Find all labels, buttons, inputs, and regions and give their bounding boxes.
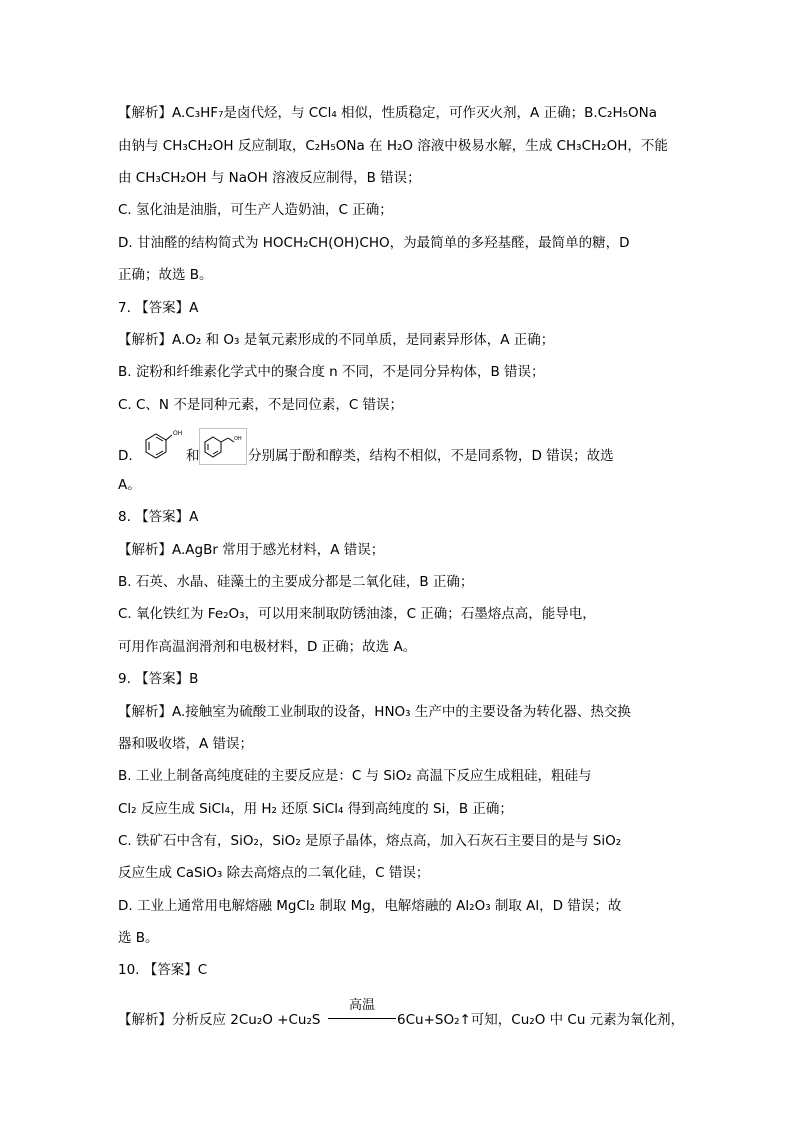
- text-fragment: 6Cu+SO₂↑可知，Cu₂O 中 Cu 元素为氧化剂，: [397, 1012, 685, 1028]
- text-line: B. 工业上制备高纯度硅的主要反应是：C 与 SiO₂ 高温下反应生成粗硅，粗硅与: [118, 768, 592, 784]
- item-label: D.: [118, 448, 133, 464]
- text-line: C. C、N 不是同种元素，不是同位素，C 错误；: [118, 397, 404, 413]
- text-line: Cl₂ 反应生成 SiCl₄，用 H₂ 还原 SiCl₄ 得到高纯度的 Si，B 正确；: [118, 801, 513, 817]
- text-line: A。: [118, 477, 141, 493]
- answer-heading-10: 10. 【答案】C: [118, 962, 208, 978]
- text-line: C. 氢化油是油脂，可生产人造奶油，C 正确；: [118, 202, 393, 218]
- text-line: 由 CH₃CH₂OH 与 NaOH 溶液反应制得，B 错误；: [118, 170, 421, 186]
- text-line: 【解析】A.AgBr 常用于感光材料，A 错误；: [118, 542, 385, 558]
- text-line: 选 B。: [118, 930, 159, 946]
- text-line: C. 铁矿石中含有，SiO₂，SiO₂ 是原子晶体，熔点高，加入石灰石主要目的是与 SiO₂: [118, 833, 622, 849]
- text-line: 【解析】A.接触室为硫酸工业制取的设备，HNO₃ 生产中的主要设备为转化器、热交换: [118, 704, 631, 720]
- phenol-structure: [138, 424, 182, 468]
- text-line: D. 工业上通常用电解熔融 MgCl₂ 制取 Mg，电解熔融的 Al₂O₃ 制取 Al，D 错误；故: [118, 898, 622, 914]
- text-fragment: 【解析】分析反应 2Cu₂O +Cu₂S: [118, 1012, 321, 1028]
- text-line: C. 氧化铁红为 Fe₂O₃，可以用来制取防锈油漆，C 正确；石墨熔点高，能导电，: [118, 606, 596, 622]
- reaction-condition: 高温: [348, 998, 375, 1013]
- answer-heading-8: 8. 【答案】A: [118, 509, 199, 525]
- benzyl-alcohol-structure: [199, 428, 247, 468]
- text-line: 正确；故选 B。: [118, 267, 213, 283]
- text-fragment: 分别属于酚和醇类，结构不相似，不是同系物，D 错误；故选: [248, 448, 614, 464]
- text-line: 反应生成 CaSiO₃ 除去高熔点的二氧化硅，C 错误；: [118, 865, 430, 881]
- answer-heading-7: 7. 【答案】A: [118, 300, 199, 316]
- alcohol-oh-label: OH: [234, 436, 242, 442]
- text-line: D. 甘油醛的结构简式为 HOCH₂CH(OH)CHO，为最简单的多羟基醛，最简单的糖，D: [118, 235, 630, 251]
- text-line: 由钠与 CH₃CH₂OH 反应制取，C₂H₅ONa 在 H₂O 溶液中极易水解，生成 CH₃CH₂OH，不能: [118, 138, 668, 154]
- conjunction: 和: [186, 448, 200, 464]
- reaction-arrow-bar: [328, 1018, 396, 1019]
- text-line: 【解析】A.C₃HF₇是卤代烃，与 CCl₄ 相似，性质稳定，可作灭火剂，A 正确；B.C₂H₅ONa: [118, 105, 658, 121]
- text-line: 器和吸收塔，A 错误；: [118, 736, 254, 752]
- text-line: 【解析】A.O₂ 和 O₃ 是氧元素形成的不同单质，是同素异形体，A 正确；: [118, 332, 555, 348]
- phenol-oh-label: OH: [173, 430, 182, 437]
- answer-heading-9: 9. 【答案】B: [118, 671, 199, 687]
- text-line: 可用作高温润滑剂和电极材料，D 正确；故选 A。: [118, 639, 417, 655]
- text-line: B. 石英、水晶、硅藻土的主要成分都是二氧化硅，B 正确；: [118, 574, 474, 590]
- text-line: B. 淀粉和纤维素化学式中的聚合度 n 不同，不是同分异构体，B 错误；: [118, 364, 545, 380]
